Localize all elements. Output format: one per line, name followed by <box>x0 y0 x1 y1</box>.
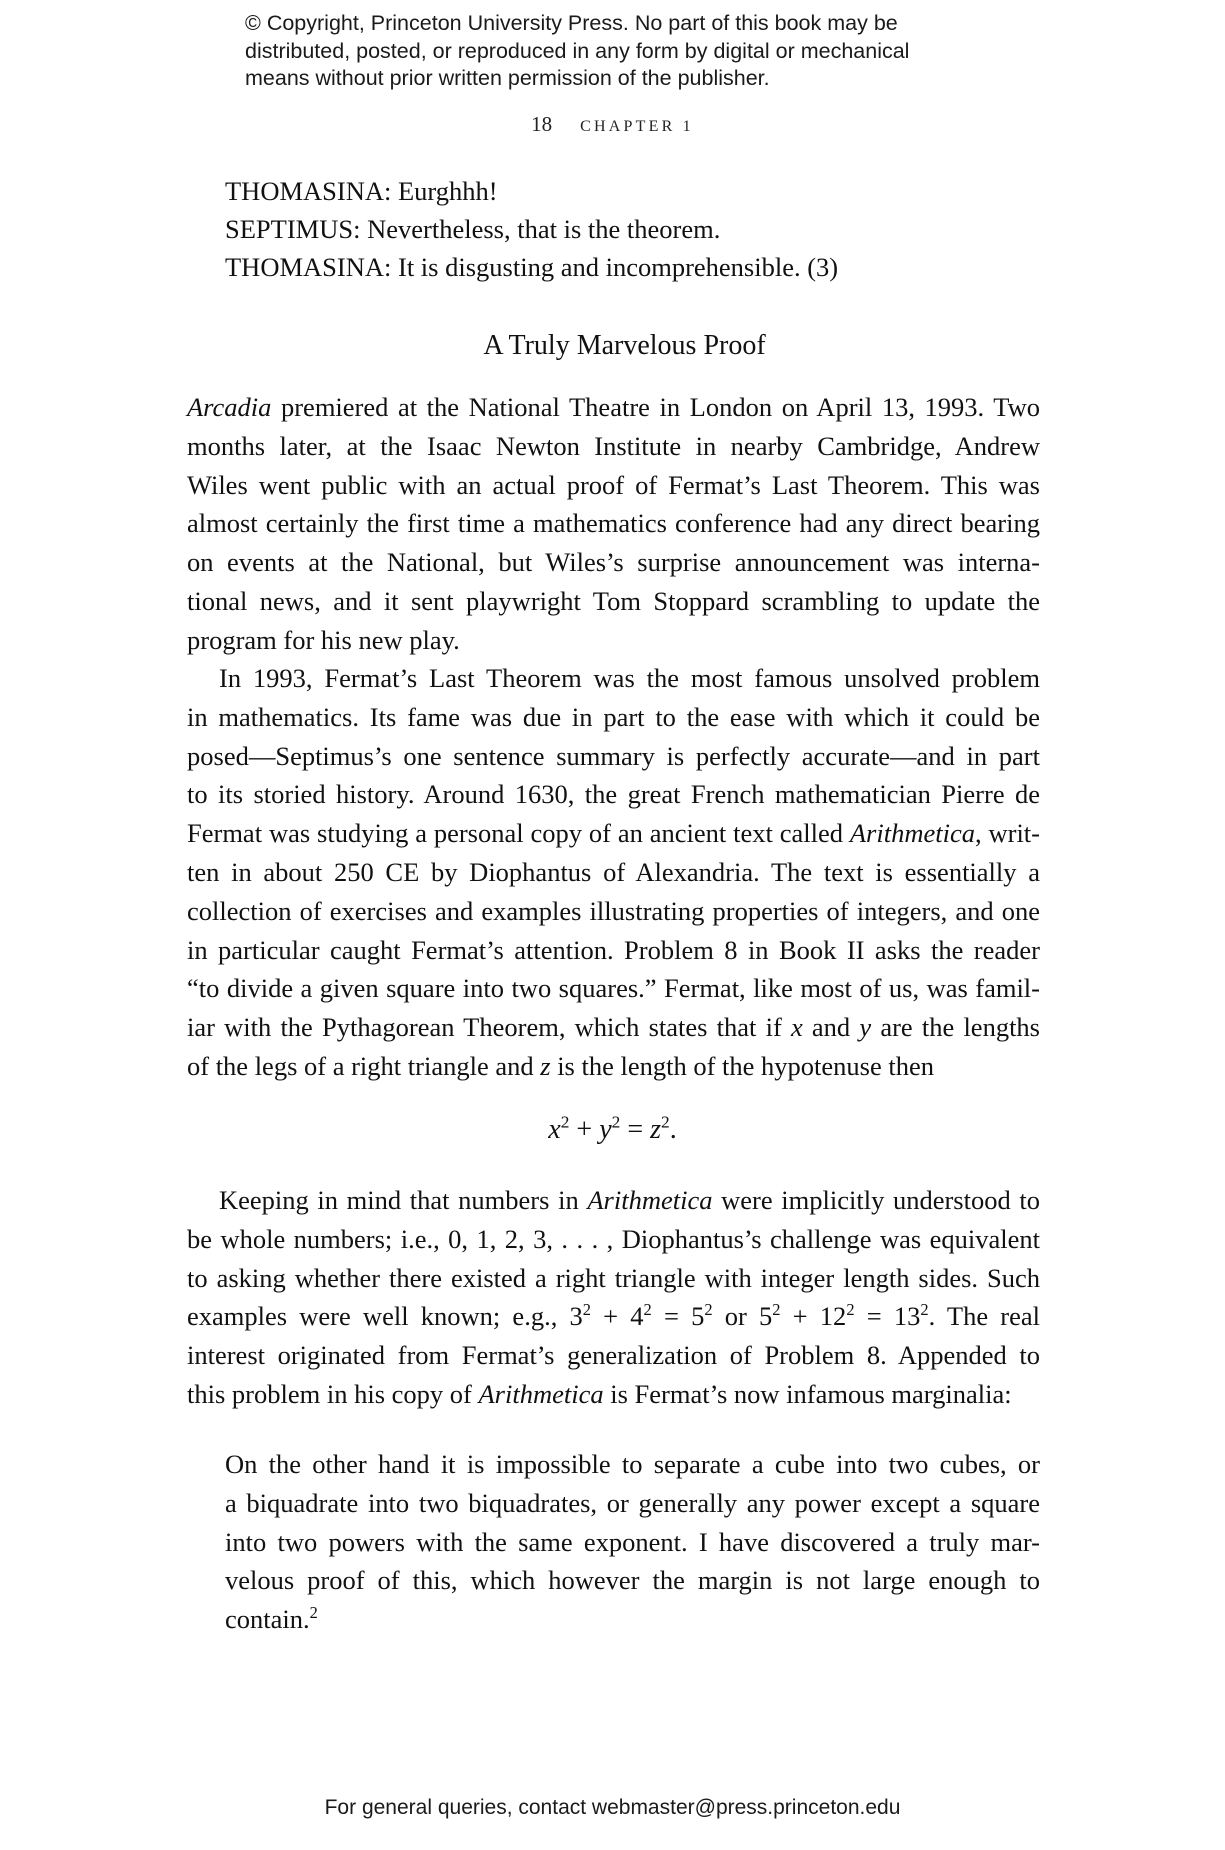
speaker: SEPTIMUS: <box>225 214 361 244</box>
copyright-line: distributed, posted, or reproduced in any form by digital or mechanical <box>245 38 910 63</box>
text-line <box>187 1375 1040 1414</box>
text-run: is the length of the hypotenuse then <box>550 1050 934 1081</box>
text-line <box>187 1008 1040 1047</box>
text-run: or 5 <box>712 1301 773 1332</box>
text-run: + 12 <box>780 1301 847 1332</box>
text-line: collection of exercises and examples illustrating properties of integers, and one <box>187 895 1040 926</box>
text-run: contain. <box>225 1604 310 1635</box>
text-run: of the legs of a right triangle and <box>187 1050 541 1081</box>
dialogue-line <box>225 248 838 286</box>
text-run: Keeping in mind that numbers in <box>219 1185 588 1215</box>
copyright-line: means without prior written permission of the publisher. <box>245 66 770 90</box>
dialogue-text: Nevertheless, that is the theorem. <box>367 214 721 244</box>
paragraph <box>187 659 1040 1086</box>
text-line: ten in about 250 CE by Diophantus of Alexandria. The text is essentially a <box>187 856 1040 887</box>
text-line <box>187 388 1040 427</box>
quote-line: velous proof of this, which however the margin is not large enough to <box>225 1565 1040 1596</box>
speaker: THOMASINA: <box>225 176 392 206</box>
text-line <box>187 814 1040 853</box>
italic-title: Arcadia <box>187 392 272 422</box>
exponent: 2 <box>611 1112 621 1132</box>
paragraph <box>187 1181 1040 1414</box>
text-line <box>187 1297 1040 1336</box>
exponent: 2 <box>661 1112 670 1132</box>
text-line: “to divide a given square into two squares.” Fermat, like most of us, was famil- <box>187 973 1040 1004</box>
math-variable: y <box>599 1114 612 1145</box>
equals-operator: = <box>627 1114 644 1145</box>
math-variable: z <box>650 1114 662 1145</box>
text-line: almost certainly the first time a mathematics conference had any direct bearing <box>187 508 1040 539</box>
math-variable: x <box>790 1012 803 1043</box>
exponent: 2 <box>846 1300 855 1320</box>
text-run: this problem in his copy of <box>187 1378 479 1409</box>
exponent: 2 <box>772 1300 781 1320</box>
text-run: . The real <box>928 1301 1041 1332</box>
paragraph <box>187 388 1040 660</box>
text-line: Wiles went public with an actual proof of Fermat’s Last Theorem. This was <box>187 469 1040 500</box>
quote-line <box>225 1600 1040 1639</box>
dialogue-line <box>225 210 838 248</box>
text-run: and <box>802 1012 860 1043</box>
exponent: 2 <box>704 1300 713 1320</box>
copyright-notice <box>245 10 1005 93</box>
display-equation <box>0 1110 1225 1150</box>
exponent: 2 <box>582 1300 591 1320</box>
text-line: tional news, and it sent playwright Tom Stoppard scrambling to update the <box>187 585 1040 616</box>
page-number: 18 <box>531 112 553 136</box>
text-run: were implicitly understood to <box>712 1185 1040 1215</box>
plus-operator: + <box>576 1114 593 1145</box>
text-line: to its storied history. Around 1630, the great French mathematician Pierre de <box>187 779 1040 810</box>
math-variable: x <box>548 1114 561 1145</box>
text-line: to asking whether there existed a right triangle with integer length sides. Such <box>187 1262 1040 1293</box>
text-line: interest originated from Fermat’s generalization of Problem 8. Appended to <box>187 1340 1040 1371</box>
text-run: is Fermat’s now infamous marginalia: <box>603 1378 1012 1409</box>
text-run: examples were well known; e.g., 3 <box>187 1301 583 1332</box>
text-run: premiered at the National Theatre in London on April 13, 1993. Two <box>271 392 1040 422</box>
dialogue-line <box>225 172 838 210</box>
dialogue-text: It is disgusting and incomprehensible. (3) <box>398 252 839 282</box>
italic-title: Arithmetica <box>849 818 975 849</box>
text-run: are the lengths <box>871 1012 1040 1043</box>
exponent: 2 <box>560 1112 570 1132</box>
text-line <box>187 1181 1040 1220</box>
text-line: be whole numbers; i.e., 0, 1, 2, 3, . . . , Diophantus’s challenge was equivalent <box>187 1223 1040 1254</box>
running-head <box>0 110 1225 141</box>
text-run: iar with the Pythagorean Theorem, which states that if <box>187 1012 791 1043</box>
math-variable: y <box>859 1012 872 1043</box>
text-line: program for his new play. <box>187 624 460 655</box>
period: . <box>669 1114 677 1145</box>
text-run: = 13 <box>854 1301 921 1332</box>
chapter-label: CHAPTER 1 <box>580 118 694 135</box>
text-line: In 1993, Fermat’s Last Theorem was the most famous unsolved problem <box>219 663 1040 693</box>
text-run: Fermat was studying a personal copy of an ancient text called <box>187 818 850 849</box>
italic-title: Arithmetica <box>587 1185 713 1215</box>
text-line: in mathematics. Its fame was due in part to the ease with which it could be <box>187 701 1040 732</box>
text-run: + 4 <box>590 1301 644 1332</box>
dialogue-excerpt <box>225 172 838 286</box>
text-run: , writ- <box>974 818 1040 849</box>
italic-title: Arithmetica <box>478 1378 604 1409</box>
quote-line: On the other hand it is impossible to separate a cube into two cubes, or <box>225 1449 1040 1479</box>
footer-contact: For general queries, contact webmaster@press.princeton.edu <box>324 1796 901 1819</box>
quote-line: a biquadrate into two biquadrates, or generally any power except a square <box>225 1487 1040 1518</box>
copyright-line: © Copyright, Princeton University Press. No part of this book may be <box>245 11 898 35</box>
speaker: THOMASINA: <box>225 252 392 282</box>
exponent: 2 <box>643 1300 652 1320</box>
dialogue-text: Eurghhh! <box>398 176 498 206</box>
text-line: posed—Septimus’s one sentence summary is perfectly accurate—and in part <box>187 740 1040 771</box>
block-quote <box>225 1445 1040 1639</box>
text-run: = 5 <box>651 1301 705 1332</box>
quote-line: into two powers with the same exponent. I have discovered a truly mar- <box>225 1526 1040 1557</box>
section-heading: A Truly Marvelous Proof <box>483 330 766 361</box>
text-line: in particular caught Fermat’s attention. Problem 8 in Book II asks the reader <box>187 934 1040 965</box>
text-line: months later, at the Isaac Newton Institute in nearby Cambridge, Andrew <box>187 430 1040 461</box>
footnote-reference[interactable]: 2 <box>309 1603 318 1623</box>
exponent: 2 <box>920 1300 929 1320</box>
math-variable: z <box>540 1050 551 1081</box>
text-line: on events at the National, but Wiles’s surprise announcement was interna- <box>187 547 1040 578</box>
text-line <box>187 1047 1040 1086</box>
